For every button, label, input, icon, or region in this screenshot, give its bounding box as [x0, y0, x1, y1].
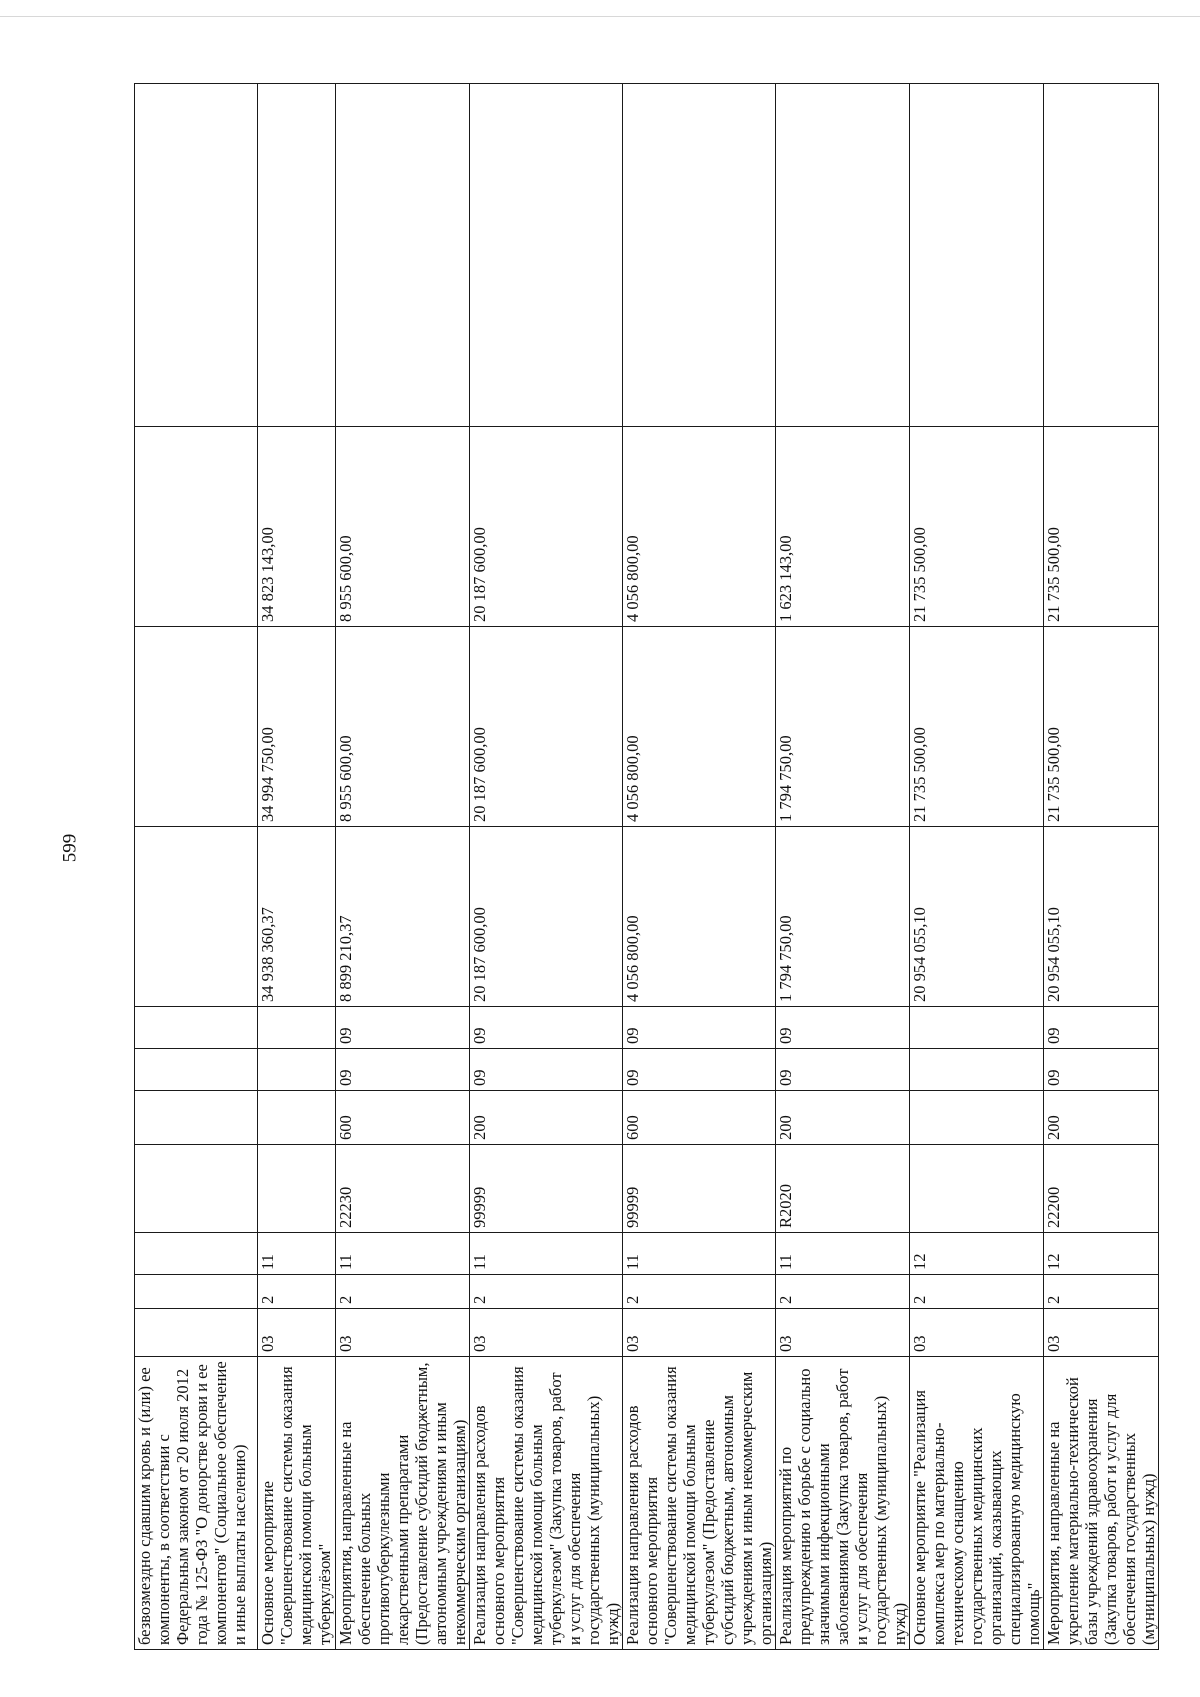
direction-code-cell: R2020 — [776, 1145, 910, 1233]
row-name-cell: Реализация направления расходов основного мероприятия "Совершенствование системы оказания медицинской помощи больным туберкулезом" (Закупка товаров, работ и услуг для обеспечения государственных (муниципальных) нужд) — [470, 1357, 623, 1650]
table-row — [336, 84, 470, 1650]
amount-year-2-cell — [135, 627, 258, 827]
table-row — [258, 84, 336, 1650]
row-name-cell: Мероприятия, направленные на обеспечение больных противотуберкулезными лекарственными препаратами (Предоставление субсидий бюджетным, автономным учреждениям и иным некоммерческим организациям) — [336, 1357, 470, 1650]
subsection-code-cell — [910, 1007, 1044, 1049]
row-name-cell: Основное мероприятие "Реализация комплекса мер по материально-техническому оснащению государственных медицинских организаций, оказывающих специализированную медицинскую помощь" — [910, 1357, 1044, 1650]
event-code-cell: 11 — [336, 1233, 470, 1275]
amount-year-3-cell: 8 955 600,00 — [336, 427, 470, 627]
amount-year-2-cell: 34 994 750,00 — [258, 627, 336, 827]
empty-trailing-cell — [258, 84, 336, 427]
event-code-cell: 12 — [1044, 1233, 1159, 1275]
table-row — [776, 84, 910, 1650]
section-code-cell — [258, 1049, 336, 1091]
subprogram-code-cell: 2 — [470, 1275, 623, 1309]
table-row — [470, 84, 623, 1650]
section-code-cell: 09 — [1044, 1049, 1159, 1091]
program-code-cell: 03 — [470, 1309, 623, 1357]
program-code-cell: 03 — [1044, 1309, 1159, 1357]
direction-code-cell: 22230 — [336, 1145, 470, 1233]
amount-year-2-cell: 20 187 600,00 — [470, 627, 623, 827]
empty-trailing-cell — [910, 84, 1044, 427]
direction-code-cell: 22200 — [1044, 1145, 1159, 1233]
empty-trailing-cell — [776, 84, 910, 427]
amount-year-1-cell: 34 938 360,37 — [258, 827, 336, 1007]
amount-year-3-cell: 34 823 143,00 — [258, 427, 336, 627]
empty-trailing-cell — [470, 84, 623, 427]
direction-code-cell — [135, 1145, 258, 1233]
page-number-text: 599 — [59, 833, 80, 863]
expense-type-cell — [258, 1091, 336, 1145]
row-name-cell: Реализация мероприятий по предупреждению и борьбе с социально значимыми инфекционными заболеваниями (Закупка товаров, работ и услуг для обеспечения государственных (муниципальных) нужд) — [776, 1357, 910, 1650]
amount-year-3-cell: 1 623 143,00 — [776, 427, 910, 627]
amount-year-3-cell: 21 735 500,00 — [910, 427, 1044, 627]
table-row — [623, 84, 776, 1650]
expense-type-cell: 600 — [336, 1091, 470, 1145]
amount-year-2-cell: 8 955 600,00 — [336, 627, 470, 827]
section-code-cell — [135, 1049, 258, 1091]
table-row — [1044, 84, 1159, 1650]
subsection-code-cell: 09 — [1044, 1007, 1159, 1049]
rotated-table-container — [134, 84, 1158, 1650]
row-name-cell: Мероприятия, направленные на укрепление материально-технической базы учреждений здравоохранения (Закупка товаров, работ и услуг для обеспечения государственных (муниципальных) нужд) — [1044, 1357, 1159, 1650]
table-row — [910, 84, 1044, 1650]
amount-year-2-cell: 21 735 500,00 — [1044, 627, 1159, 827]
budget-table-wrapper — [134, 84, 1158, 1650]
event-code-cell: 11 — [623, 1233, 776, 1275]
subprogram-code-cell: 2 — [258, 1275, 336, 1309]
program-code-cell: 03 — [258, 1309, 336, 1357]
section-code-cell: 09 — [336, 1049, 470, 1091]
amount-year-2-cell: 21 735 500,00 — [910, 627, 1044, 827]
amount-year-1-cell: 20 187 600,00 — [470, 827, 623, 1007]
direction-code-cell — [910, 1145, 1044, 1233]
subprogram-code-cell: 2 — [776, 1275, 910, 1309]
expense-type-cell: 200 — [1044, 1091, 1159, 1145]
subsection-code-cell: 09 — [623, 1007, 776, 1049]
section-code-cell — [910, 1049, 1044, 1091]
subsection-code-cell — [258, 1007, 336, 1049]
subsection-code-cell: 09 — [776, 1007, 910, 1049]
subsection-code-cell: 09 — [470, 1007, 623, 1049]
amount-year-1-cell: 1 794 750,00 — [776, 827, 910, 1007]
subprogram-code-cell: 2 — [910, 1275, 1044, 1309]
program-code-cell: 03 — [336, 1309, 470, 1357]
row-name-cell: Реализация направления расходов основного мероприятия "Совершенствование системы оказания медицинской помощи больным туберкулезом" (Предоставление субсидий бюджетным, автономным учреждениям и иным некоммерческим организациям) — [623, 1357, 776, 1650]
subsection-code-cell: 09 — [336, 1007, 470, 1049]
amount-year-1-cell — [135, 827, 258, 1007]
expense-type-cell — [910, 1091, 1044, 1145]
direction-code-cell — [258, 1145, 336, 1233]
event-code-cell — [135, 1233, 258, 1275]
budget-table — [134, 83, 1159, 1650]
program-code-cell: 03 — [623, 1309, 776, 1357]
expense-type-cell: 200 — [776, 1091, 910, 1145]
amount-year-1-cell: 20 954 055,10 — [910, 827, 1044, 1007]
subprogram-code-cell — [135, 1275, 258, 1309]
subprogram-code-cell: 2 — [623, 1275, 776, 1309]
program-code-cell — [135, 1309, 258, 1357]
row-name-cell: Основное мероприятие "Совершенствование системы оказания медицинской помощи больным туберкулёзом" — [258, 1357, 336, 1650]
amount-year-3-cell: 4 056 800,00 — [623, 427, 776, 627]
program-code-cell: 03 — [776, 1309, 910, 1357]
program-code-cell: 03 — [910, 1309, 1044, 1357]
subsection-code-cell — [135, 1007, 258, 1049]
amount-year-2-cell: 4 056 800,00 — [623, 627, 776, 827]
amount-year-1-cell: 4 056 800,00 — [623, 827, 776, 1007]
table-row — [135, 84, 258, 1650]
row-name-cell: безвозмездно сдавшим кровь и (или) ее компоненты, в соответствии с Федеральным законом от 20 июля 2012 года № 125-ФЗ "О донорстве крови и ее компонентов" (Социальное обеспечение и иные выплаты населению) — [135, 1357, 258, 1650]
page-number — [54, 828, 86, 868]
expense-type-cell: 600 — [623, 1091, 776, 1145]
event-code-cell: 11 — [776, 1233, 910, 1275]
event-code-cell: 11 — [258, 1233, 336, 1275]
empty-trailing-cell — [135, 84, 258, 427]
subprogram-code-cell: 2 — [1044, 1275, 1159, 1309]
amount-year-3-cell — [135, 427, 258, 627]
empty-trailing-cell — [623, 84, 776, 427]
scan-edge-line — [0, 16, 1200, 17]
empty-trailing-cell — [336, 84, 470, 427]
amount-year-1-cell: 20 954 055,10 — [1044, 827, 1159, 1007]
section-code-cell: 09 — [470, 1049, 623, 1091]
amount-year-1-cell: 8 899 210,37 — [336, 827, 470, 1007]
amount-year-3-cell: 21 735 500,00 — [1044, 427, 1159, 627]
direction-code-cell: 99999 — [470, 1145, 623, 1233]
event-code-cell: 12 — [910, 1233, 1044, 1275]
section-code-cell: 09 — [623, 1049, 776, 1091]
expense-type-cell — [135, 1091, 258, 1145]
direction-code-cell: 99999 — [623, 1145, 776, 1233]
expense-type-cell: 200 — [470, 1091, 623, 1145]
section-code-cell: 09 — [776, 1049, 910, 1091]
subprogram-code-cell: 2 — [336, 1275, 470, 1309]
amount-year-3-cell: 20 187 600,00 — [470, 427, 623, 627]
empty-trailing-cell — [1044, 84, 1159, 427]
amount-year-2-cell: 1 794 750,00 — [776, 627, 910, 827]
event-code-cell: 11 — [470, 1233, 623, 1275]
